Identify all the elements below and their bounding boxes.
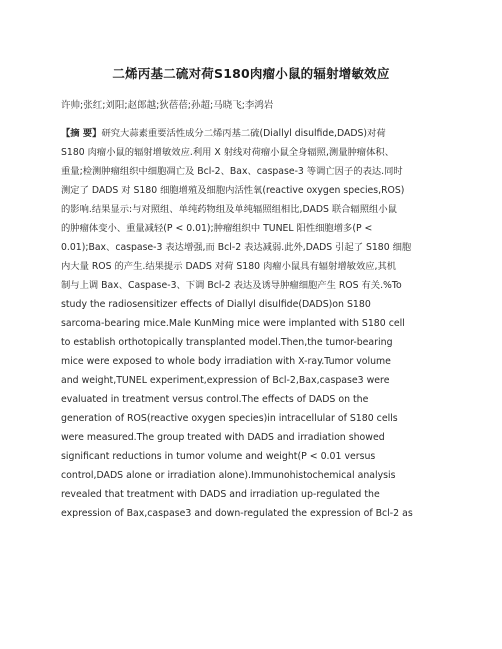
abstract-line: 的影响.结果显示:与对照组、单纯药物组及单纯辐照组相比,DADS 联合辐照组小鼠	[61, 204, 397, 215]
abstract-line: significant reductions in tumor volume and weight(P < 0.01 versus	[61, 451, 376, 462]
abstract-line: 内大量 ROS 的产生.结果提示 DADS 对荷 S180 肉瘤小鼠具有辐射增敏效应,其机	[61, 261, 397, 272]
abstract-line: were measured.The group treated with DADS and irradiation showed	[61, 432, 385, 443]
abstract-line: 制与上调 Bax、Caspase-3、下调 Bcl-2 表达及诱导肿瘤细胞产生 ROS 有关.%To	[61, 280, 402, 291]
abstract-line: and weight,TUNEL experiment,expression of Bcl-2,Bax,caspase3 were	[61, 375, 390, 386]
abstract-line: sarcoma-bearing mice.Male KunMing mice were implanted with S180 cell	[61, 318, 405, 329]
abstract-line: 的肿瘤体变小、重量减轻(P < 0.01);肿瘤组织中 TUNEL 阳性细胞增多(P <	[61, 223, 373, 234]
author-list: 许帅;张红;刘阳;赵郎越;狄蓓蓓;孙超;马晓飞;李鸿岩	[61, 100, 274, 111]
abstract-line: 【摘 要】研究大蒜素重要活性成分二烯丙基二硫(Diallyl disulfide,DADS)对荷	[61, 128, 386, 139]
abstract-body	[61, 124, 446, 523]
document-title: 二烯丙基二硫对荷S180肉瘤小鼠的辐射增敏效应	[112, 66, 390, 81]
abstract-line: expression of Bax,caspase3 and down-regulated the expression of Bcl-2 as	[61, 508, 413, 519]
abstract-line: control,DADS alone or irradiation alone).Immunohistochemical analysis	[61, 470, 396, 481]
abstract-line: study the radiosensitizer effects of Diallyl disulfide(DADS)on S180	[61, 299, 371, 310]
abstract-line: to establish orthotopically transplanted model.Then,the tumor-bearing	[61, 337, 393, 348]
abstract-line: 0.01);Bax、caspase-3 表达增强,而 Bcl-2 表达减弱.此外,DADS 引起了 S180 细胞	[61, 242, 412, 253]
abstract-line: evaluated in treatment versus control.The effects of DADS on the	[61, 394, 369, 405]
abstract-line: generation of ROS(reactive oxygen species)in intracellular of S180 cells	[61, 413, 398, 424]
abstract-line: 测定了 DADS 对 S180 细胞增殖及细胞内活性氧(reactive oxygen species,ROS)	[61, 185, 405, 196]
abstract-line: 重量;检测肿瘤组织中细胞凋亡及 Bcl-2、Bax、caspase-3 等调亡因子的表达.同时	[61, 166, 403, 177]
abstract-label: 【摘 要】	[61, 128, 102, 139]
abstract-line: revealed that treatment with DADS and irradiation up-regulated the	[61, 489, 380, 500]
abstract-line: S180 肉瘤小鼠的辐射增敏效应.利用 X 射线对荷瘤小鼠全身辐照,测量肿瘤体积、	[61, 147, 394, 158]
abstract-line: mice were exposed to whole body irradiation with X-ray.Tumor volume	[61, 356, 391, 367]
